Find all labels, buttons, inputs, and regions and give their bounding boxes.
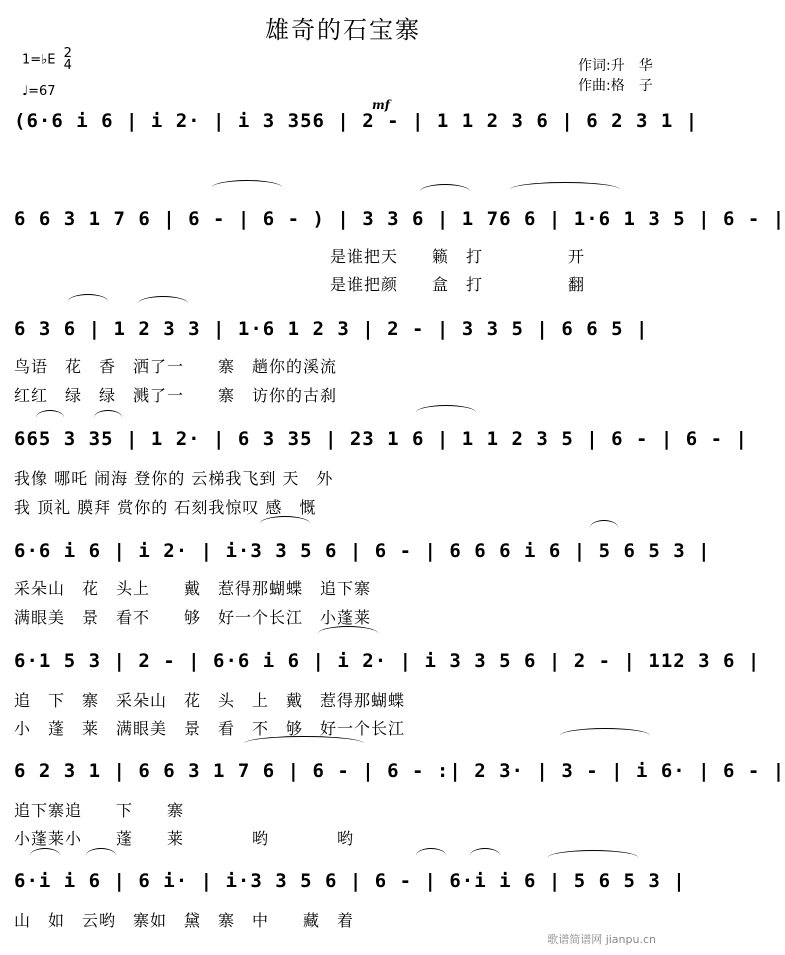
page-title: 雄奇的石宝寨 — [265, 16, 421, 44]
slur — [548, 850, 638, 865]
lyric-line: 采朵山 花 头上 戴 惹得那蝴蝶 追下寨 — [14, 579, 372, 598]
score-row — [14, 110, 699, 140]
slur — [94, 410, 122, 425]
score-row — [14, 870, 686, 900]
dynamic-marking: mf — [372, 98, 390, 112]
slur — [68, 294, 108, 309]
lyric-line: 追 下 寨 采朵山 花 头 上 戴 惹得那蝴蝶 — [14, 691, 406, 710]
lyric-line: 是谁把颜 盒 打 翻 — [330, 275, 586, 294]
notes-line: 6 2 3 1 | 6 6 3 1 7 6 | 6 - | 6 - :| 2 3· | 3 - | i 6· | 6 - | — [14, 760, 785, 782]
key-label: 1=♭E — [22, 52, 56, 68]
slur — [212, 180, 282, 195]
tempo-marking: ♩=67 — [22, 84, 56, 99]
lyric-line: 满眼美 景 看不 够 好一个长江 小蓬莱 — [14, 608, 372, 627]
slur — [244, 736, 364, 751]
slur — [86, 848, 116, 863]
notes-line: 6·1 5 3 | 2 - | 6·6 i 6 | i 2· | i 3 3 5 6 | 2 - | 112 3 6 | — [14, 650, 761, 672]
score-row — [14, 318, 672, 348]
slur — [560, 728, 650, 743]
time-signature — [64, 48, 72, 72]
slur — [36, 410, 64, 425]
lyric-line: 追下寨追 下 寨 — [14, 801, 185, 820]
lyric-line: 鸟语 花 香 洒了一 寨 趟你的溪流 — [14, 357, 338, 376]
slur — [590, 520, 618, 535]
notes-line: 6 3 6 | 1 2 3 3 | 1·6 1 2 3 | 2 - | 3 3 5 | 6 6 5 | — [14, 318, 649, 340]
slur — [510, 182, 620, 197]
score-row — [14, 428, 748, 458]
slur — [138, 296, 188, 311]
notes-line: 6·i i 6 | 6 i· | i·3 3 5 6 | 6 - | 6·i i 6 | 5 6 5 3 | — [14, 870, 686, 892]
notes-line: 665 3 35 | 1 2· | 6 3 35 | 23 1 6 | 1 1 2 3 5 | 6 - | 6 - | — [14, 428, 748, 450]
slur — [30, 848, 60, 863]
composer: 作曲:格 子 — [578, 78, 653, 94]
time-bottom: 4 — [63, 58, 72, 73]
slur — [318, 626, 378, 641]
slur — [470, 848, 500, 863]
slur — [260, 516, 310, 531]
credits — [578, 56, 653, 96]
slur — [416, 848, 446, 863]
time-top: 2 — [63, 46, 72, 61]
lyric-line: 小蓬莱小 蓬 莱 哟 哟 — [14, 829, 355, 848]
lyric-line: 小 蓬 莱 满眼美 景 看 不 够 好一个长江 — [14, 719, 406, 738]
lyric-line: 我 顶礼 膜拜 赏你的 石刻我惊叹 感 慨 — [14, 498, 317, 517]
notes-line: 6 6 3 1 7 6 | 6 - | 6 - ) | 3 3 6 | 1 76 6 | 1·6 1 3 5 | 6 - | — [14, 208, 785, 230]
score-row — [14, 760, 785, 790]
lyric-line: 是谁把天 籁 打 开 — [330, 247, 586, 266]
score-row — [14, 208, 785, 238]
notes-line: 6·6 i 6 | i 2· | i·3 3 5 6 | 6 - | 6 6 6 i 6 | 5 6 5 3 | — [14, 540, 711, 562]
lyricist: 作词:升 华 — [578, 58, 653, 74]
score-row — [14, 650, 761, 680]
notes-line: (6·6 i 6 | i 2· | i 3 356 | 2 - | 1 1 2 3 6 | 6 2 3 1 | — [14, 110, 699, 132]
slur — [420, 184, 470, 199]
watermark: 歌谱简谱网 jianpu.cn — [547, 933, 656, 946]
score-row — [14, 540, 711, 570]
lyric-line: 山 如 云哟 寨如 黛 寨 中 藏 着 — [14, 911, 355, 930]
lyric-line: 我像 哪吒 闹海 登你的 云梯我飞到 天 外 — [14, 469, 334, 488]
lyric-line: 红红 绿 绿 溅了一 寨 访你的古刹 — [14, 386, 338, 405]
slur — [416, 405, 476, 420]
key-signature — [22, 48, 72, 72]
